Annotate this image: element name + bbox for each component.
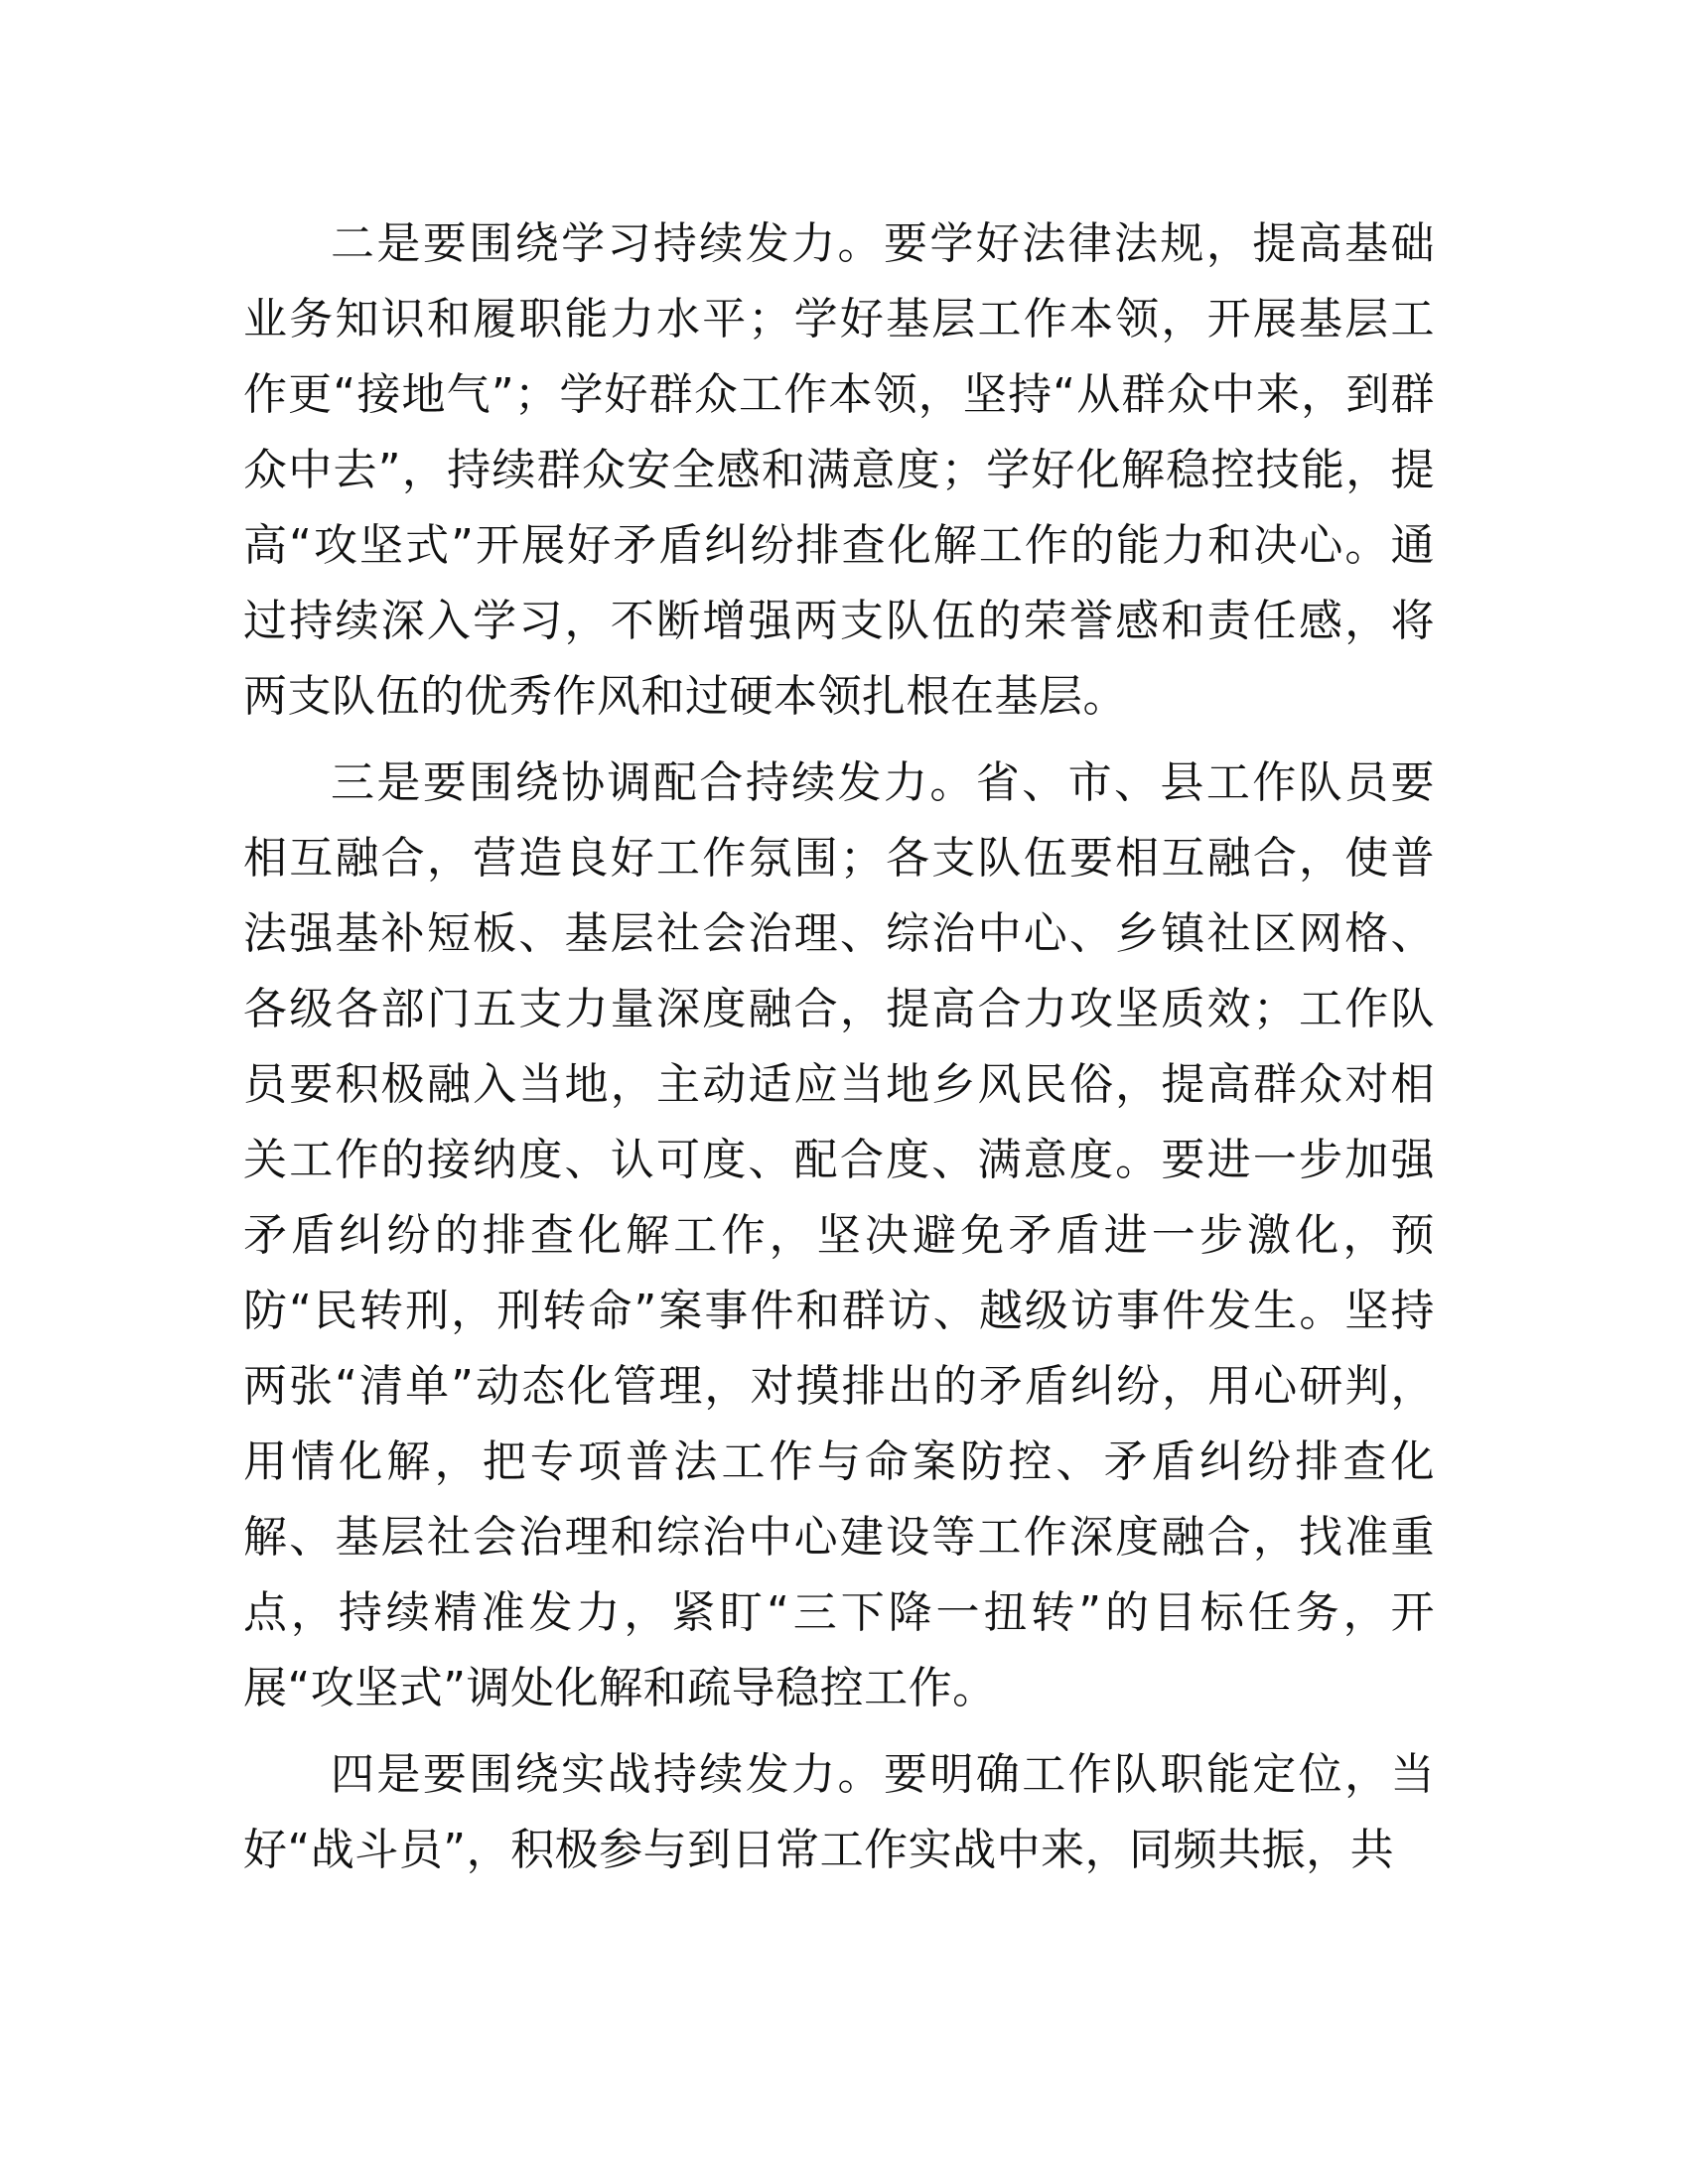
paragraph-learning: 二是要围绕学习持续发力。要学好法律法规，提高基础业务知识和履职能力水平；学好基层工作本领，开展基层工作更“接地气”；学好群众工作本领，坚持“从群众中来，到群众中去”，持续群众安全感和满意度；学好化解稳控技能，提高“攻坚式”开展好矛盾纠纷排查化解工作的能力和决心。通过持续深入学习，不断增强两支队伍的荣誉感和责任感，将两支队伍的优秀作风和过硬本领扎根在基层。	[243, 218, 1435, 722]
paragraph-practice: 四是要围绕实战持续发力。要明确工作队职能定位，当好“战斗员”，积极参与到日常工作实战中来，同频共振，共	[243, 1749, 1435, 1875]
paragraph-coordination: 三是要围绕协调配合持续发力。省、市、县工作队员要相互融合，营造良好工作氛围；各支队伍要相互融合，使普法强基补短板、基层社会治理、综治中心、乡镇社区网格、各级各部门五支力量深度融合，提高合力攻坚质效；工作队员要积极融入当地，主动适应当地乡风民俗，提高群众对相关工作的接纳度、认可度、配合度、满意度。要进一步加强矛盾纠纷的排查化解工作，坚决避免矛盾进一步激化，预防“民转刑，刑转命”案事件和群访、越级访事件发生。坚持两张“清单”动态化管理，对摸排出的矛盾纠纷，用心研判，用情化解，把专项普法工作与命案防控、矛盾纠纷排查化解、基层社会治理和综治中心建设等工作深度融合，找准重点，持续精准发力，紧盯“三下降一扭转”的目标任务，开展“攻坚式”调处化解和疏导稳控工作。	[243, 757, 1435, 1713]
document-body	[243, 206, 1435, 1899]
